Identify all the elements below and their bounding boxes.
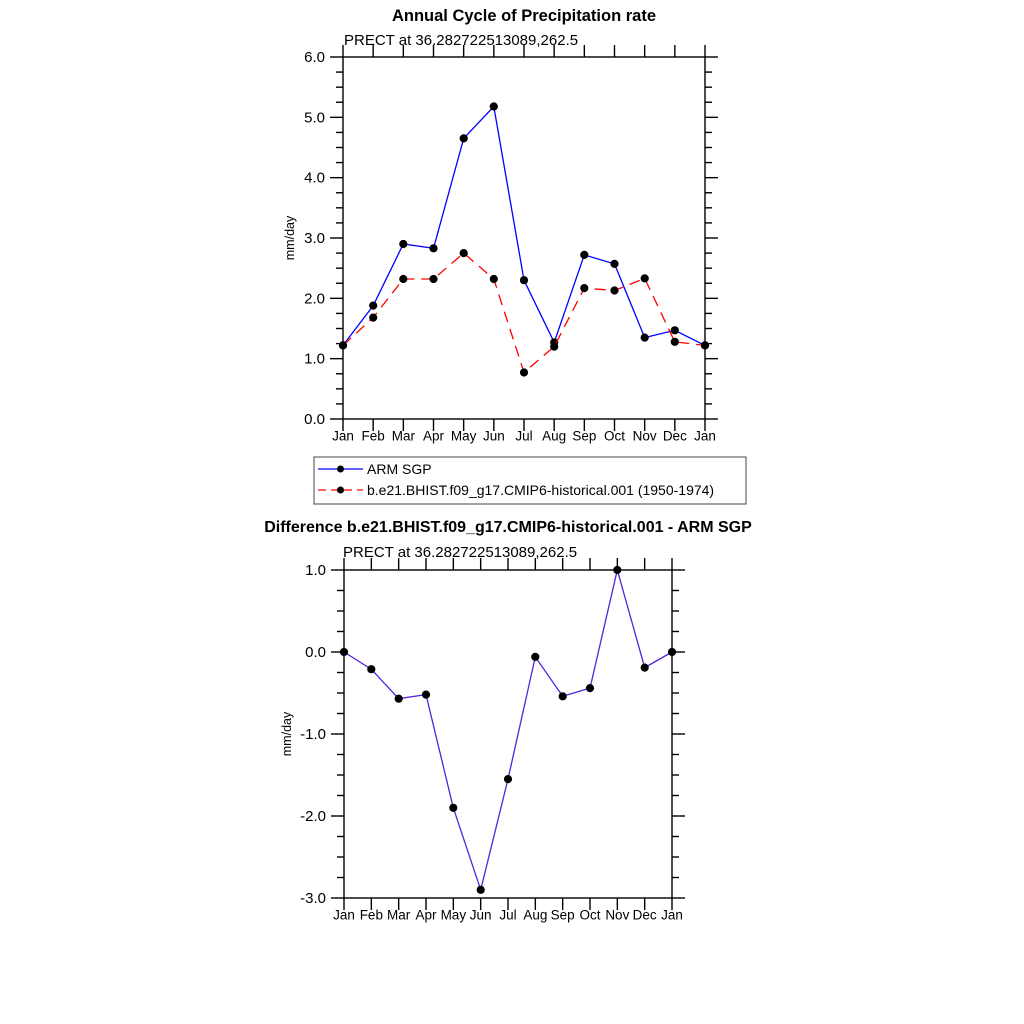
data-point: [610, 286, 618, 294]
data-point: [490, 102, 498, 110]
chart1-title: Annual Cycle of Precipitation rate: [391, 7, 657, 25]
x-tick-label: Sep: [550, 907, 575, 923]
data-point: [399, 240, 407, 248]
x-tick-label: Feb: [359, 907, 383, 923]
x-tick-label: Jun: [482, 428, 505, 444]
y-tick-label: 2.0: [304, 290, 325, 308]
data-point: [369, 314, 377, 322]
y-tick-label: 0.0: [305, 644, 326, 661]
x-tick-label: Mar: [387, 907, 411, 923]
data-point: [460, 134, 468, 142]
data-point: [531, 653, 539, 661]
chart2-series: [340, 566, 676, 894]
data-point: [559, 692, 567, 700]
data-point: [668, 648, 676, 656]
y-tick-label: -2.0: [300, 808, 326, 825]
y-tick-label: 4.0: [304, 169, 325, 187]
chart2-ylabel: mm/day: [280, 711, 294, 757]
x-tick-label: Oct: [603, 428, 626, 444]
series-line: [343, 253, 705, 372]
x-tick-label: May: [440, 907, 467, 923]
chart1-legend: [314, 457, 746, 504]
data-point: [641, 664, 649, 672]
data-point: [367, 665, 375, 673]
data-point: [477, 886, 485, 894]
plot-frame: [343, 57, 705, 419]
y-tick-label: 1.0: [304, 350, 325, 368]
data-point: [701, 341, 709, 349]
x-tick-label: Apr: [422, 428, 445, 444]
data-point: [580, 251, 588, 259]
data-point: [504, 775, 512, 783]
data-point: [422, 691, 430, 699]
x-tick-label: May: [450, 428, 477, 444]
y-tick-label: 6.0: [304, 49, 325, 66]
data-point: [641, 274, 649, 282]
plot-frame: [344, 570, 672, 898]
data-point: [520, 368, 528, 376]
data-point: [449, 804, 457, 812]
data-point: [460, 249, 468, 257]
x-tick-label: Nov: [632, 428, 657, 444]
chart1-ylabel: mm/day: [283, 215, 297, 261]
data-point: [613, 566, 621, 574]
x-tick-label: Sep: [572, 428, 597, 444]
x-tick-label: Jan: [332, 428, 354, 444]
data-point: [610, 260, 618, 268]
x-tick-label: Mar: [391, 428, 415, 444]
data-point: [339, 341, 347, 349]
x-tick-label: Jun: [469, 907, 492, 923]
legend-marker-arm-sgp: [337, 466, 344, 473]
data-point: [671, 326, 679, 334]
x-tick-label: Nov: [605, 907, 630, 923]
y-tick-label: -3.0: [300, 890, 326, 907]
legend-label-model: b.e21.BHIST.f09_g17.CMIP6-historical.001 (1950-1974): [367, 482, 715, 498]
data-point: [395, 695, 403, 703]
data-point: [429, 275, 437, 283]
chart2-axes: [300, 558, 685, 923]
x-tick-label: Jan: [661, 907, 683, 923]
x-tick-label: Oct: [579, 907, 601, 923]
data-point: [586, 684, 594, 692]
x-tick-label: Aug: [523, 907, 548, 923]
legend-marker-model: [337, 487, 344, 494]
data-point: [580, 284, 588, 292]
data-point: [550, 343, 558, 351]
data-point: [429, 244, 437, 252]
y-tick-label: 1.0: [305, 562, 326, 579]
series-line: [344, 570, 672, 890]
data-point: [399, 275, 407, 283]
x-tick-label: Jan: [694, 428, 716, 444]
chart1-subtitle: PRECT at 36.282722513089,262.5: [344, 32, 579, 49]
chart2-subtitle: PRECT at 36.282722513089,262.5: [343, 544, 578, 561]
y-tick-label: -1.0: [300, 726, 326, 743]
legend-label-arm-sgp: ARM SGP: [367, 461, 432, 477]
x-tick-label: Feb: [361, 428, 385, 444]
x-tick-label: Aug: [542, 428, 567, 444]
y-tick-label: 0.0: [304, 411, 325, 428]
data-point: [490, 275, 498, 283]
data-point: [641, 334, 649, 342]
y-tick-label: 5.0: [304, 109, 325, 127]
data-point: [369, 302, 377, 310]
x-tick-label: Dec: [632, 907, 657, 923]
x-tick-label: Apr: [415, 907, 437, 923]
chart1-series: [339, 102, 709, 376]
series-line: [343, 107, 705, 346]
x-tick-label: Jan: [333, 907, 355, 923]
y-tick-label: 3.0: [304, 230, 325, 247]
x-tick-label: Dec: [662, 428, 687, 444]
data-point: [520, 276, 528, 284]
chart2-title: Difference b.e21.BHIST.f09_g17.CMIP6-historical.001 - ARM SGP: [264, 519, 752, 536]
chart1-axes: [304, 45, 718, 444]
x-tick-label: Jul: [515, 428, 533, 444]
x-tick-label: Jul: [499, 907, 517, 923]
data-point: [340, 648, 348, 656]
data-point: [671, 338, 679, 346]
